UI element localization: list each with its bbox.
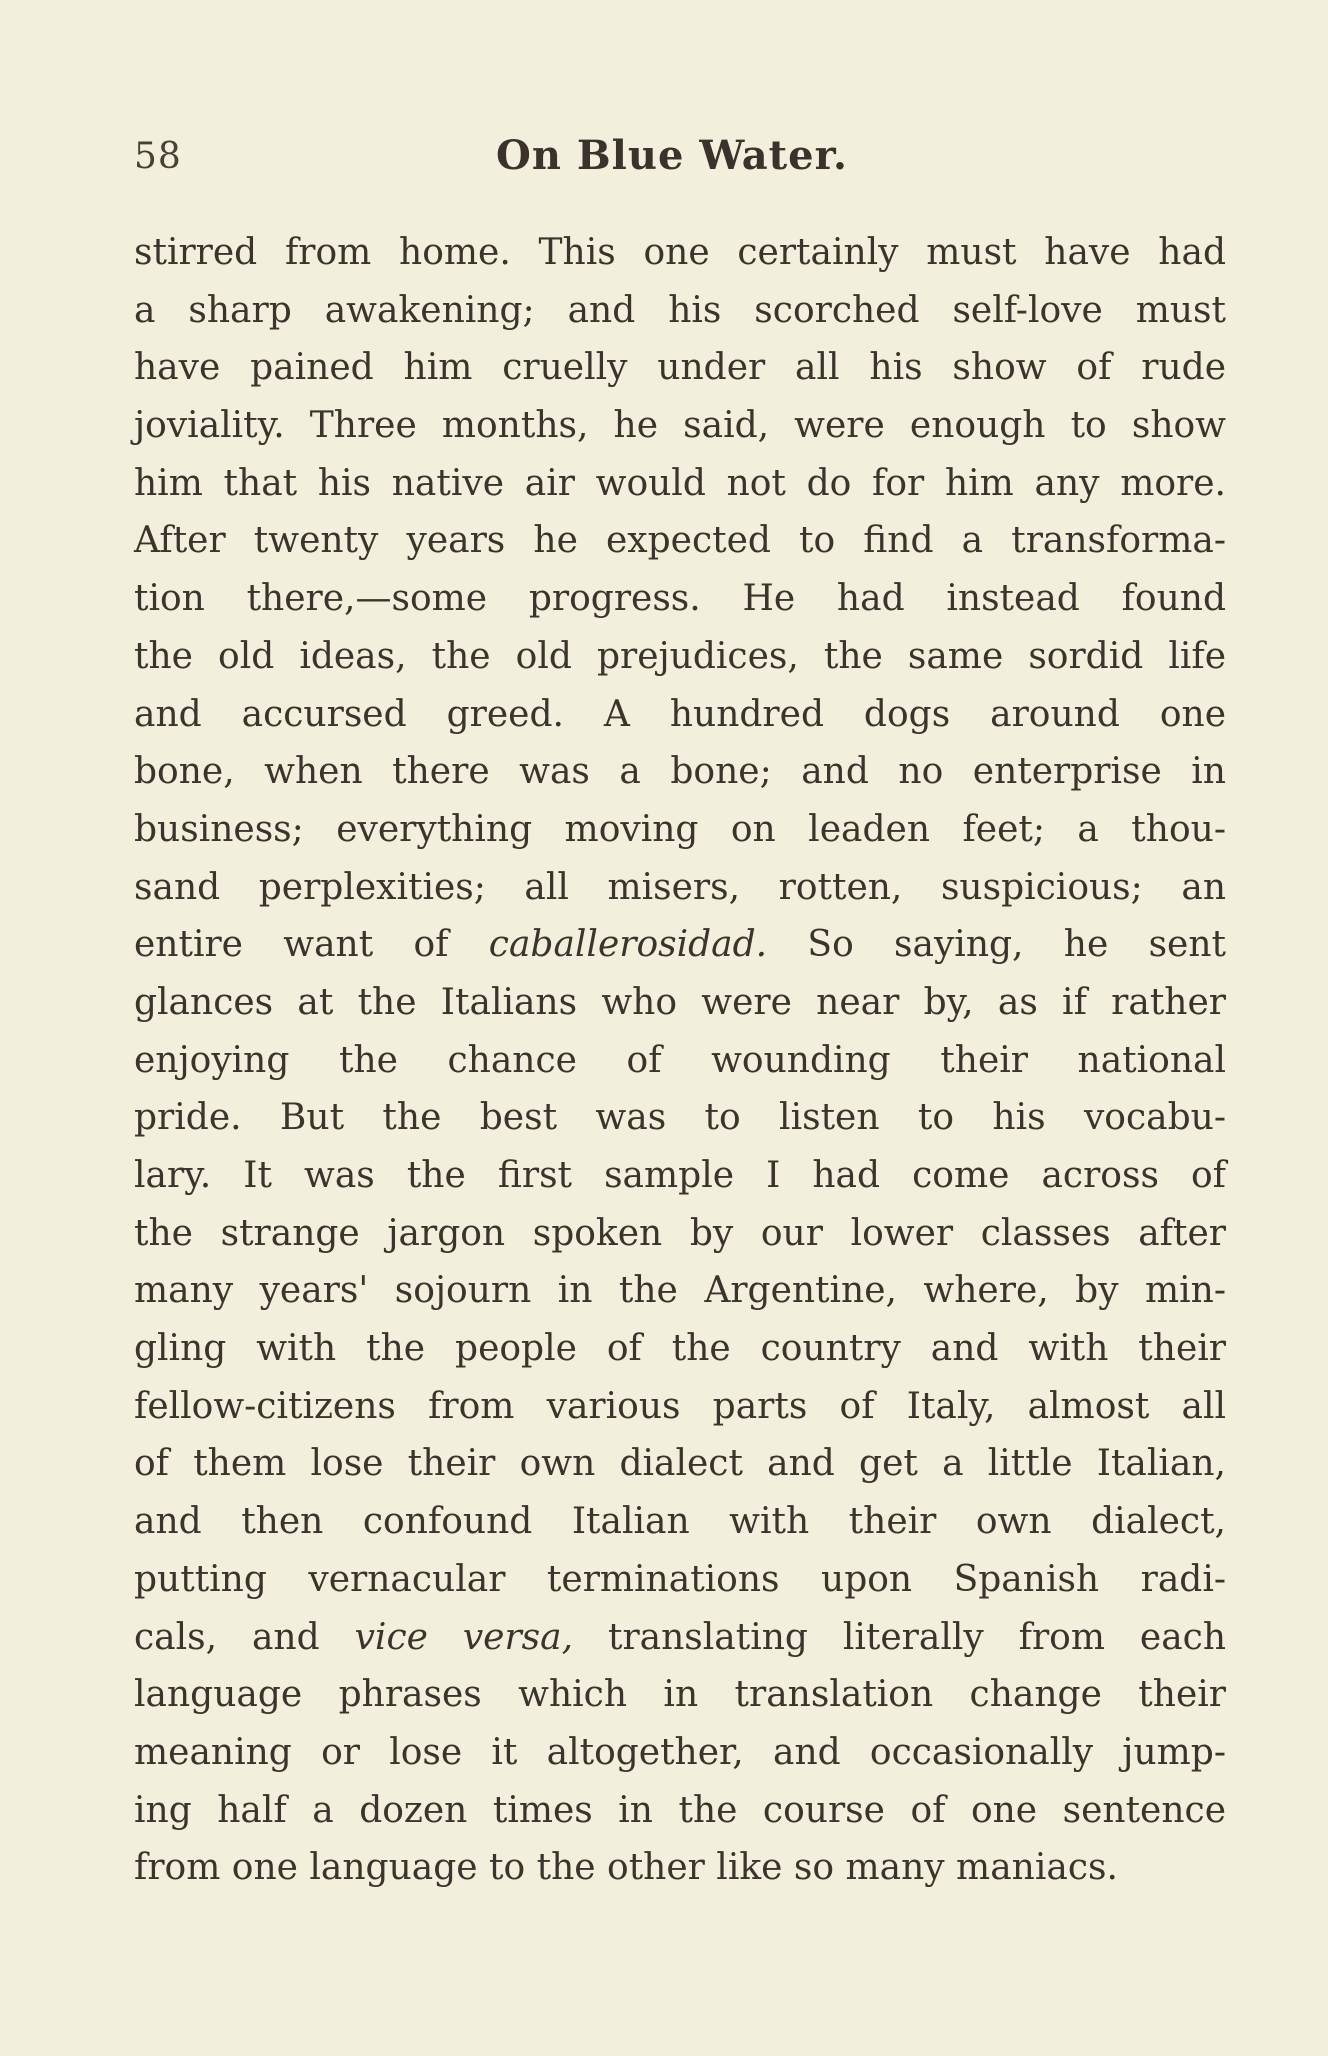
text-line: stirred from home. This one certainly must have had (134, 232, 1226, 273)
text-line: gling with the people of the country and with their (134, 1328, 1226, 1370)
text-line: a sharp awakening; and his scorched self-love must (134, 289, 1226, 331)
text-line: and then confound Italian with their own dialect, (134, 1501, 1226, 1543)
text-line (134, 916, 1226, 974)
text-line: lary. It was the first sample I had come across of (134, 1155, 1226, 1196)
text-segment: entire want of (134, 924, 489, 966)
text-line: from one language to the other like so many maniacs. (134, 1847, 1118, 1889)
page-header (0, 132, 1328, 192)
text-line (134, 1609, 1226, 1667)
text-line: enjoying the chance of wounding their national (134, 1039, 1226, 1081)
text-line: putting vernacular terminations upon Spanish radi- (134, 1558, 1226, 1600)
italic-phrase: caballerosidad. (488, 924, 768, 966)
text-segment: translating literally from each (573, 1616, 1227, 1658)
text-line: meaning or lose it altogether, and occasionally jump- (134, 1731, 1226, 1773)
italic-phrase: vice versa, (354, 1616, 574, 1658)
body-text (134, 224, 1226, 1897)
text-line: the strange jargon spoken by our lower classes after (134, 1212, 1226, 1254)
text-line: language phrases which in translation change their (134, 1674, 1226, 1716)
page-number: 58 (134, 136, 182, 177)
text-line: many years' sojourn in the Argentine, where, by min- (134, 1270, 1226, 1312)
text-line: bone, when there was a bone; and no enterprise in (134, 751, 1226, 793)
text-line: ing half a dozen times in the course of one sentence (134, 1789, 1226, 1831)
text-line: joviality. Three months, he said, were enough to show (134, 405, 1226, 447)
text-segment: So saying, he sent (767, 924, 1226, 966)
text-line: glances at the Italians who were near by, as if rather (134, 981, 1226, 1023)
text-line: After twenty years he expected to find a transforma- (134, 520, 1226, 562)
text-line: tion there,—some progress. He had instead found (134, 578, 1226, 620)
text-line: fellow-citizens from various parts of Italy, almost all (134, 1385, 1226, 1427)
text-segment: cals, and (134, 1616, 355, 1658)
text-line: the old ideas, the old prejudices, the same sordid life (134, 635, 1226, 677)
text-line: pride. But the best was to listen to his vocabu- (134, 1097, 1226, 1139)
text-line: and accursed greed. A hundred dogs around one (134, 693, 1226, 735)
text-line: sand perplexities; all misers, rotten, suspicious; an (134, 866, 1226, 908)
text-line: him that his native air would not do for him any more. (134, 462, 1226, 504)
running-title: On Blue Water. (496, 132, 848, 179)
text-line: of them lose their own dialect and get a little Italian, (134, 1443, 1226, 1485)
text-line: have pained him cruelly under all his show of rude (134, 347, 1226, 389)
text-line: business; everything moving on leaden feet; a thou- (134, 808, 1226, 850)
